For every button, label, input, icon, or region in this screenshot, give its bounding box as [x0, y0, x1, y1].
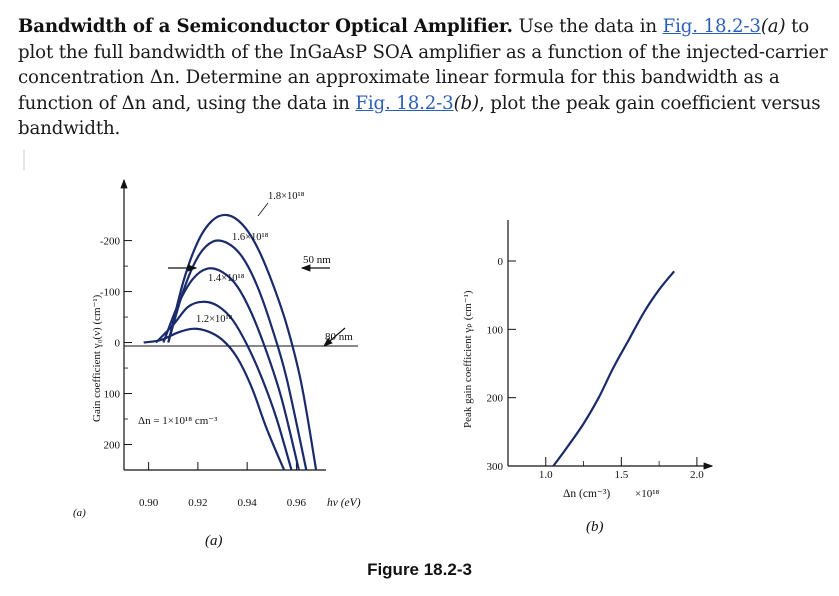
- y-tick-label-a: 200: [103, 439, 120, 452]
- leader-1-8: [258, 203, 268, 216]
- problem-text-1: Use the data in: [518, 16, 657, 37]
- y-tick-label-b: 300: [486, 461, 503, 473]
- panel-ref-b: (b): [453, 92, 479, 114]
- figure-link-a[interactable]: Fig. 18.2-3: [662, 16, 761, 37]
- annotation-50nm: 50 nm: [303, 254, 331, 266]
- curve-label-1-8: 1.8×10¹⁸: [268, 191, 305, 202]
- panel-b: [462, 220, 712, 535]
- y-tick-label-b: 0: [497, 256, 503, 268]
- sub-label-a: (a): [205, 533, 223, 549]
- corner-label-a: (a): [73, 507, 86, 519]
- x-tick-label-a: 0.94: [237, 497, 257, 509]
- problem-text-2: to plot the full bandwidth of the InGaAsP SOA amplifier as a function of the injected-carrier concentration Δn. Determine an approximate linear formula for this bandwidth as a function of Δn and, using the data in: [18, 16, 828, 114]
- x-multiplier-b: ×10¹⁸: [635, 488, 660, 500]
- x-tick-label-a: 0.92: [188, 497, 208, 509]
- y-axis-label-b: Peak gain coefficient γₚ (cm⁻¹): [462, 290, 474, 428]
- x-tick-label-a: 0.90: [139, 497, 159, 509]
- x-tick-label-a: 0.96: [286, 497, 307, 509]
- curve-label-1-0: Δn = 1×10¹⁸ cm⁻³: [138, 415, 218, 427]
- y-tick-label-a: 100: [103, 388, 120, 401]
- y-tick-label-b: 200: [486, 392, 503, 405]
- figure-link-b[interactable]: Fig. 18.2-3: [355, 92, 454, 114]
- sub-label-b: (b): [586, 519, 604, 535]
- y-tick-label-a: -200: [99, 235, 120, 248]
- gain-curve-5: [168, 215, 316, 470]
- panel-a: [73, 180, 361, 549]
- curve-label-1-2: 1.2×10¹⁸: [196, 314, 233, 325]
- curve-label-1-4: 1.4×10¹⁸: [208, 273, 245, 284]
- x-axis-label-b: Δn (cm⁻³): [563, 488, 611, 500]
- y-tick-label-a: 0: [114, 337, 120, 350]
- y-tick-label-a: -100: [99, 286, 120, 299]
- peak-gain-curve: [553, 271, 674, 466]
- x-tick-label-b: 1.0: [538, 469, 553, 481]
- x-tick-label-b: 1.5: [614, 469, 629, 481]
- x-axis-label-a: hν (eV): [327, 497, 361, 509]
- y-tick-label-b: 100: [486, 324, 503, 337]
- annotation-80nm: 80 nm: [325, 331, 353, 343]
- problem-title: Bandwidth of a Semiconductor Optical Amplifier.: [18, 16, 513, 37]
- panel-ref-a: (a): [760, 16, 786, 37]
- x-tick-label-b: 2.0: [690, 469, 704, 481]
- figure-caption: Figure 18.2-3: [367, 560, 472, 579]
- problem-text-3: , plot the peak gain coefficient versus bandwidth.: [18, 92, 821, 139]
- gain-curve-1: [144, 329, 284, 470]
- curve-label-1-6: 1.6×10¹⁸: [232, 232, 269, 243]
- y-axis-label-a: Gain coefficient γ₀(ν) (cm⁻¹): [91, 294, 103, 422]
